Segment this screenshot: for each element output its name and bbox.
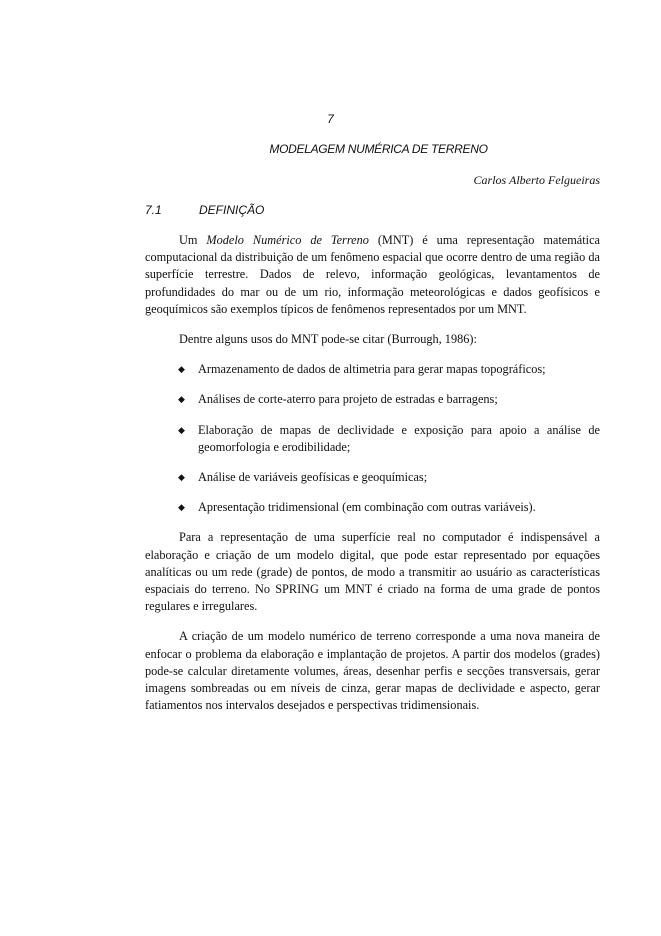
- intro-paragraph: [145, 232, 600, 318]
- list-item: [145, 422, 600, 456]
- bullet-icon: ◆: [178, 502, 185, 513]
- list-item: [145, 391, 600, 408]
- bullet-icon: ◆: [178, 364, 185, 375]
- list-item-text: Análise de variáveis geofísicas e geoquímicas;: [198, 470, 428, 485]
- creation-paragraph: A criação de um modelo numérico de terreno corresponde a uma nova maneira de enfocar o problema da elaboração e implantação de projetos. A partir dos modelos (grades) pode-se calcular diretamente volumes, áreas, desenhar perfis e secções transversais, gerar imagens sombreadas ou em níveis de cinza, gerar mapas de declividade e aspecto, gerar fatiamentos nos intervalos desejados e perspectivas tridimensionais.: [145, 629, 600, 713]
- list-item-text: Elaboração de mapas de declividade e exposição para apoio a análise de geomorfologia e erodibilidade;: [198, 422, 600, 454]
- section-number: 7.1: [145, 203, 162, 217]
- body-text: [145, 232, 600, 727]
- section-title: DEFINIÇÃO: [199, 203, 265, 217]
- list-item-text: Apresentação tridimensional (em combinação com outras variáveis).: [198, 500, 536, 515]
- list-item-text: Armazenamento de dados de altimetria para gerar mapas topográficos;: [198, 362, 546, 377]
- section-heading: [145, 203, 264, 217]
- author-name: Carlos Alberto Felgueiras: [473, 173, 600, 187]
- representation-paragraph: Para a representação de uma superfície real no computador é indispensável a elaboração e criação de um modelo digital, que pode estar representado por equações analíticas ou um rede (grade) de pontos, de modo a transmitir ao usuário as características espaciais do terreno. No SPRING um MNT é criado na forma de uma grade de pontos regulares e irregulares.: [145, 530, 600, 614]
- list-item: [145, 499, 600, 516]
- bullet-icon: ◆: [178, 394, 185, 405]
- chapter-title: MODELAGEM NUMÉRICA DE TERRENO: [269, 142, 488, 156]
- list-item: [145, 361, 600, 378]
- intro-suffix: (MNT) é uma representação matemática computacional da distribuição de um fenômeno espacial que ocorre dentro de uma região da superfície terrestre. Dados de relevo, informação geológicas, levantamentos de profundidades do mar ou de um rio, informação meteorológicas e dados geofísicos e geoquímicos são exemplos típicos de fenômenos representados por um MNT.: [145, 233, 600, 316]
- bullet-icon: ◆: [178, 472, 185, 483]
- intro-prefix: Um: [179, 233, 207, 247]
- list-item-text: Análises de corte-aterro para projeto de estradas e barragens;: [198, 392, 498, 407]
- intro-term: Modelo Numérico de Terreno: [206, 233, 369, 247]
- page-number: 7: [327, 112, 334, 126]
- list-item: [145, 469, 600, 486]
- uses-lead-paragraph: Dentre alguns usos do MNT pode-se citar (Burrough, 1986):: [179, 332, 477, 347]
- bullet-icon: ◆: [178, 424, 185, 435]
- uses-list: [145, 361, 600, 516]
